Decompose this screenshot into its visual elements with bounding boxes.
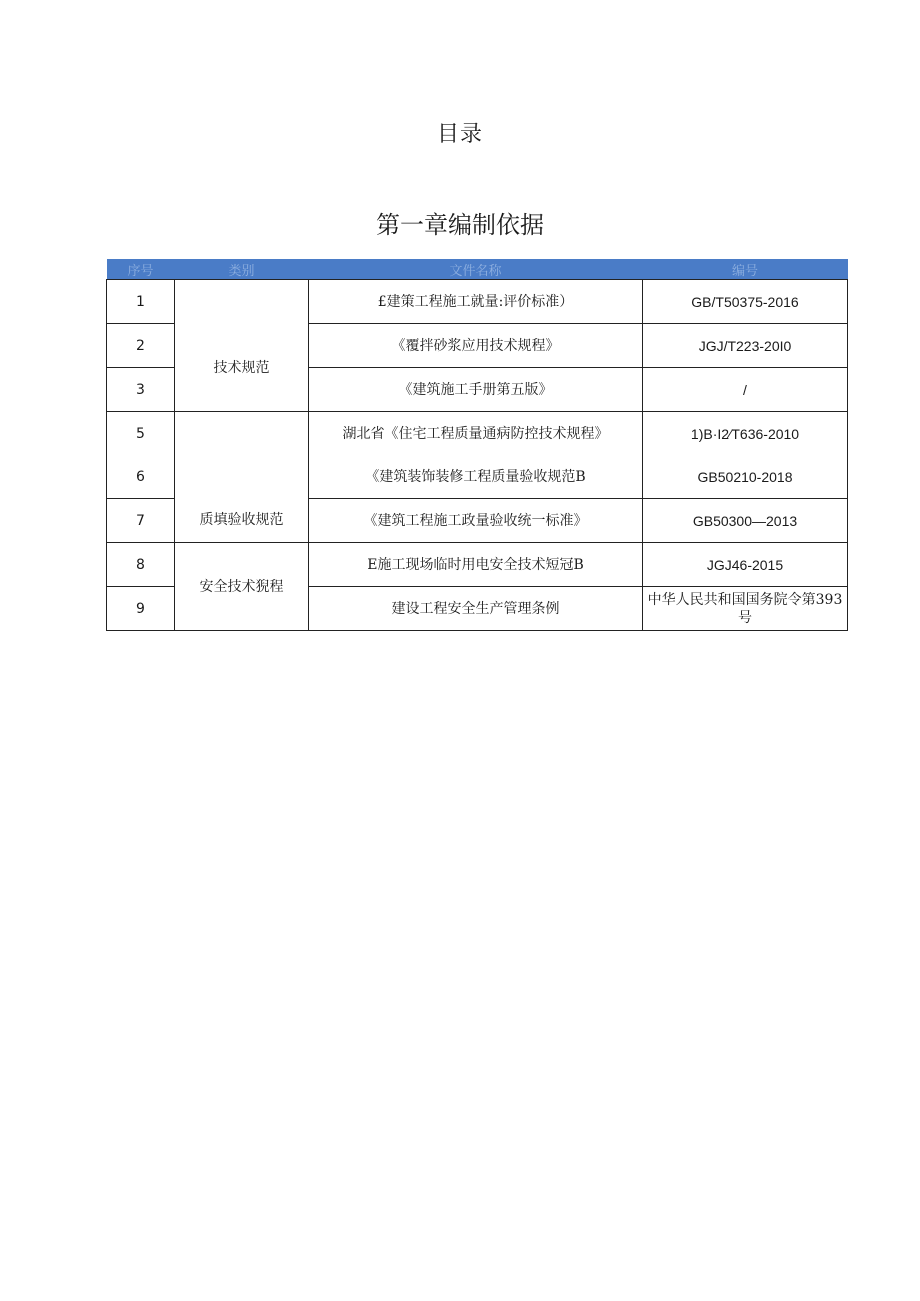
header-code: 编号 <box>643 259 848 280</box>
basis-table <box>106 259 848 631</box>
table-header-row <box>107 259 848 280</box>
row-no: 3 <box>107 368 175 412</box>
category-safety: 安全技术猊程 <box>175 543 309 631</box>
table-row <box>107 280 848 324</box>
row-no: 1 <box>107 280 175 324</box>
chapter-title: 第一章编制依据 <box>376 211 544 239</box>
table-row <box>107 412 848 456</box>
header-no: 序号 <box>107 259 175 280</box>
row-code: / <box>643 368 848 412</box>
row-name: 《建筑装饰装修工程质量验收规范B <box>309 455 643 499</box>
row-code: GB/T50375-2016 <box>643 280 848 324</box>
row-code: GB50210-2018 <box>643 455 848 499</box>
row-name: £建策工程施工就量:评价标准） <box>309 280 643 324</box>
row-name: 《建筑工程施工政量验收统一标准》 <box>309 499 643 543</box>
row-no: 9 <box>107 587 175 631</box>
row-name: 建设工程安全生产管理条例 <box>309 587 643 631</box>
row-code: 1)B·I2∕T636-2010 <box>643 412 848 456</box>
row-code: 中华人民共和国国务院令第393号 <box>643 587 848 631</box>
toc-title: 目录 <box>436 122 483 147</box>
row-code: GB50300—2013 <box>643 499 848 543</box>
row-no: 2 <box>107 324 175 368</box>
row-code: JGJ/T223-20I0 <box>643 324 848 368</box>
header-category: 类别 <box>175 259 309 280</box>
row-no: 7 <box>107 499 175 543</box>
row-no: 8 <box>107 543 175 587</box>
row-name: 湖北省《住宅工程质量通病防控技术规程》 <box>309 412 643 456</box>
category-quality: 质填验收规范 <box>175 412 309 543</box>
row-code: JGJ46-2015 <box>643 543 848 587</box>
table-row <box>107 543 848 587</box>
row-name: E施工现场临时用电安全技术短冠B <box>309 543 643 587</box>
category-tech-spec: 技术规范 <box>175 280 309 412</box>
row-no: 6 <box>107 455 175 499</box>
row-name: 《覆拌砂浆应用技术规程》 <box>309 324 643 368</box>
row-no: 5 <box>107 412 175 456</box>
row-name: 《建筑施工手册第五版》 <box>309 368 643 412</box>
header-document-name: 文件名称 <box>309 259 643 280</box>
